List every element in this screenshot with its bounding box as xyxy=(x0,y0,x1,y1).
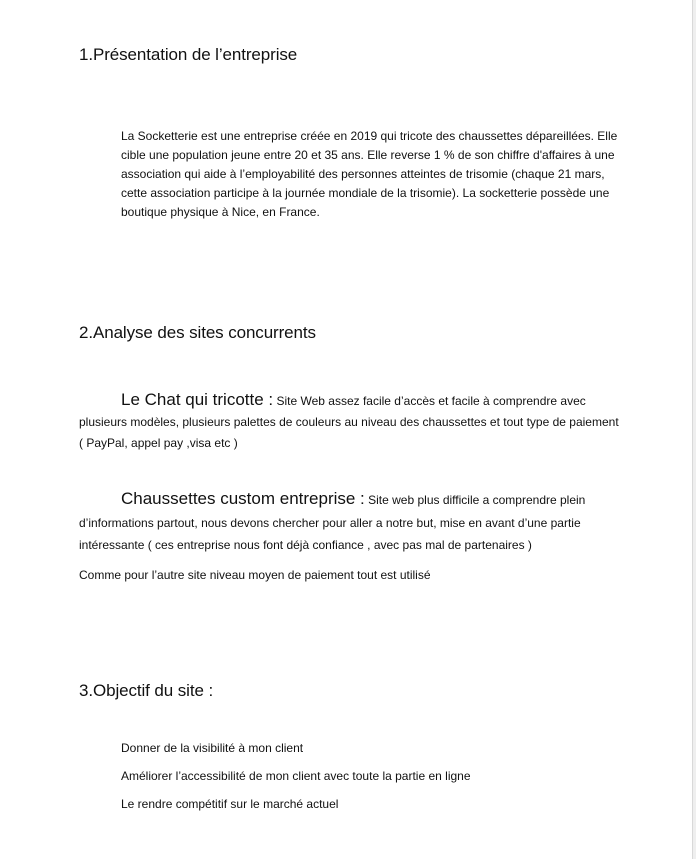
competitor-text-2: Site web plus difficile a comprendre plein d’informations partout, nous devons chercher pour aller a notre but, mise en avant d’une partie intéressante ( ces entreprise nous font déjà confiance , avec pas mal de partenaires ) xyxy=(79,493,586,552)
competitor-name-2: Chaussettes custom entreprise : xyxy=(121,489,365,508)
heading-competitor-analysis: 2.Analyse des sites concurrents xyxy=(79,323,316,342)
competitor-paragraph-1 xyxy=(79,389,619,454)
competitor-name-1: Le Chat qui tricotte : xyxy=(121,390,274,409)
objective-item: Le rendre compétitif sur le marché actuel xyxy=(121,797,339,811)
presentation-paragraph: La Socketterie est une entreprise créée en 2019 qui tricote des chaussettes dépareillées. Elle cible une population jeune entre 20 et 35 ans. Elle reverse 1 % de son chiffre d'affaires à une association qui aide à l’employabilité des personnes atteintes de trisomie (chaque 21 mars, cette association participe à la journée mondiale de la trisomie). La socketterie possède une boutique physique à Nice, en France. xyxy=(121,129,618,219)
objective-item: Donner de la visibilité à mon client xyxy=(121,741,304,755)
payment-comment: Comme pour l’autre site niveau moyen de paiement tout est utilisé xyxy=(79,568,431,582)
competitor-paragraph-2 xyxy=(79,488,619,557)
heading-presentation: 1.Présentation de l’entreprise xyxy=(79,45,298,64)
heading-site-objective: 3.Objectif du site : xyxy=(79,681,214,700)
competitor-text-1: Site Web assez facile d’accès et facile à comprendre avec plusieurs modèles, plusieurs palettes de couleurs au niveau des chaussettes et tout type de paiement ( PayPal, appel pay ,visa etc ) xyxy=(79,394,619,450)
objective-item: Améliorer l’accessibilité de mon client avec toute la partie en ligne xyxy=(121,769,471,783)
